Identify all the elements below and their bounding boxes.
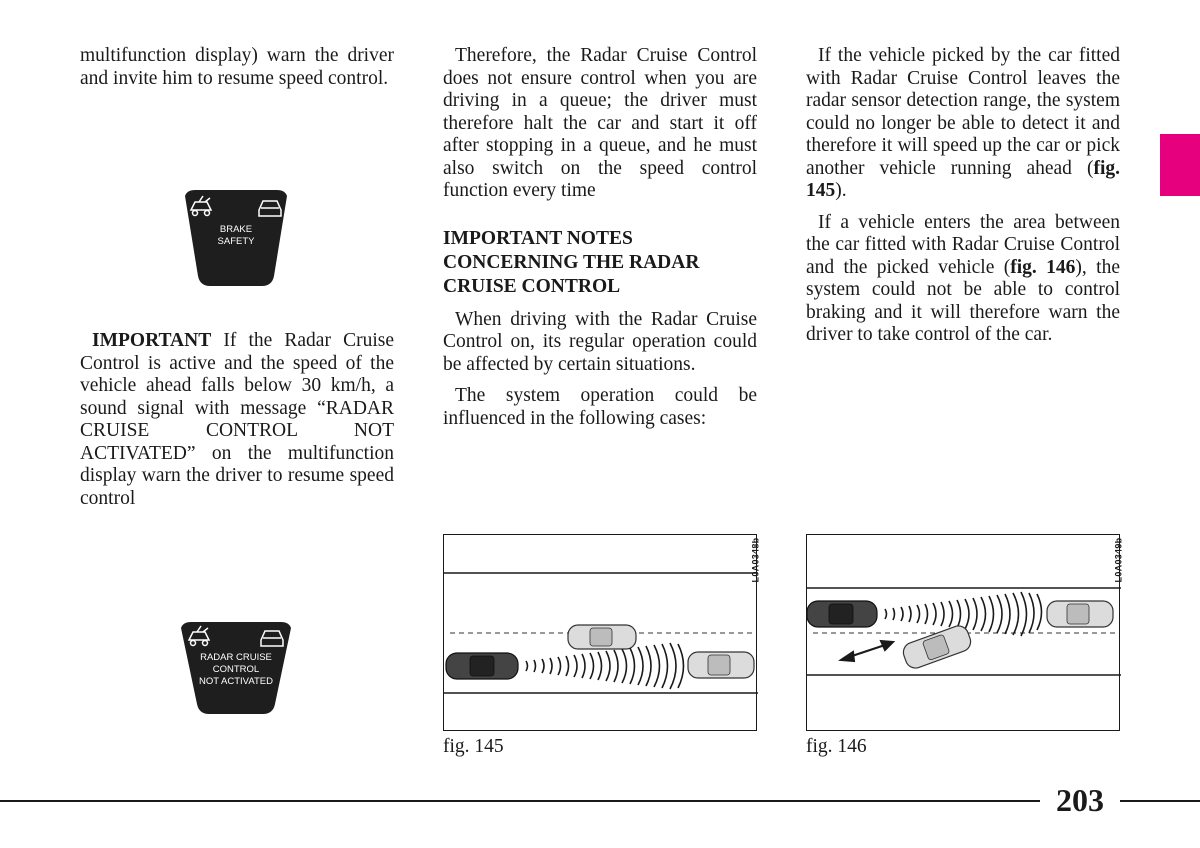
column-2 bbox=[443, 45, 757, 439]
radar-cruise-not-activated-icon bbox=[177, 622, 295, 714]
figure-145-code: L0A0348b bbox=[750, 537, 761, 583]
cutting-in-vehicle bbox=[901, 623, 974, 671]
picked-vehicle bbox=[1047, 601, 1113, 627]
figure-146 bbox=[806, 534, 1124, 731]
radar-waves bbox=[526, 643, 684, 689]
footer-rule-left bbox=[0, 800, 1040, 802]
icon1-line-2: SAFETY bbox=[217, 236, 255, 247]
section-tab bbox=[1160, 134, 1200, 196]
col2-paragraph-3: The system operation could be influenced in the following cases: bbox=[443, 385, 757, 429]
figure-145-diagram bbox=[444, 535, 758, 732]
col1-paragraph-1: multifunction display) warn the driver and invite him to resume speed control. bbox=[80, 45, 394, 89]
column-3 bbox=[806, 45, 1120, 356]
icon2-line-1: RADAR CRUISE bbox=[200, 652, 272, 663]
col3-paragraph-2 bbox=[806, 212, 1120, 347]
figure-146-code: L0A0349b bbox=[1113, 537, 1124, 583]
col3-p1-end: ). bbox=[835, 180, 847, 201]
double-arrow bbox=[841, 641, 893, 661]
col3-p1-text: If the vehicle picked by the car fitted with Radar Cruise Control leaves the radar sensor detection range, the system could no longer be able to detect it and therefore it will speed up the car or pick another vehicle running ahead ( bbox=[806, 45, 1120, 179]
figure-145-caption: fig. 145 bbox=[443, 736, 504, 757]
icon2-line-2: CONTROL bbox=[212, 664, 260, 675]
col1-important-paragraph bbox=[80, 330, 394, 510]
important-lead: IMPORTANT bbox=[92, 330, 212, 351]
icon2-line-3: NOT ACTIVATED bbox=[199, 676, 273, 687]
section-heading: IMPORTANT NOTES CONCERNING THE RADAR CRUISE CONTROL bbox=[443, 227, 700, 297]
column-1-lower bbox=[80, 330, 394, 519]
col2-paragraph-2: When driving with the Radar Cruise Control on, its regular operation could be affected by certain situations. bbox=[443, 308, 757, 375]
page-number: 203 bbox=[1056, 782, 1104, 818]
col3-p2-end: ), the system could not be able to control braking and it will therefore warn the driver to take control of the car. bbox=[806, 256, 1120, 345]
car-ahead-lower bbox=[688, 652, 754, 678]
important-text: If the Radar Cruise Control is active and the speed of the vehicle ahead falls below 30 km/h, a sound signal with message “RADAR CRUISE CONTROL NOT ACTIVATED” on the multifunction display warn the driver to resume speed control bbox=[80, 330, 394, 509]
icon1-line-1: BRAKE bbox=[219, 224, 253, 235]
column-1 bbox=[80, 45, 394, 99]
col3-p2-text: If a vehicle enters the area between the car fitted with Radar Cruise Control and the picked vehicle ( bbox=[806, 211, 1120, 278]
radar-equipped-car bbox=[807, 601, 877, 627]
brake-safety-warning-icon bbox=[177, 190, 295, 286]
fig145-reference: fig. 145 bbox=[806, 157, 1120, 201]
col3-paragraph-1 bbox=[806, 45, 1120, 203]
figure-146-caption: fig. 146 bbox=[806, 736, 867, 757]
col2-paragraph-1: Therefore, the Radar Cruise Control does not ensure control when you are driving in a queue; the driver must therefore halt the car and start it off after stopping in a queue, and he must also switch on the speed control function every time bbox=[443, 45, 757, 201]
radar-equipped-car bbox=[446, 653, 518, 679]
figure-146-diagram bbox=[807, 535, 1121, 732]
fig146-reference: fig. 146 bbox=[1010, 256, 1076, 278]
figure-145 bbox=[443, 534, 761, 731]
car-ahead-upper bbox=[568, 625, 636, 649]
footer-rule-right bbox=[1120, 800, 1200, 802]
